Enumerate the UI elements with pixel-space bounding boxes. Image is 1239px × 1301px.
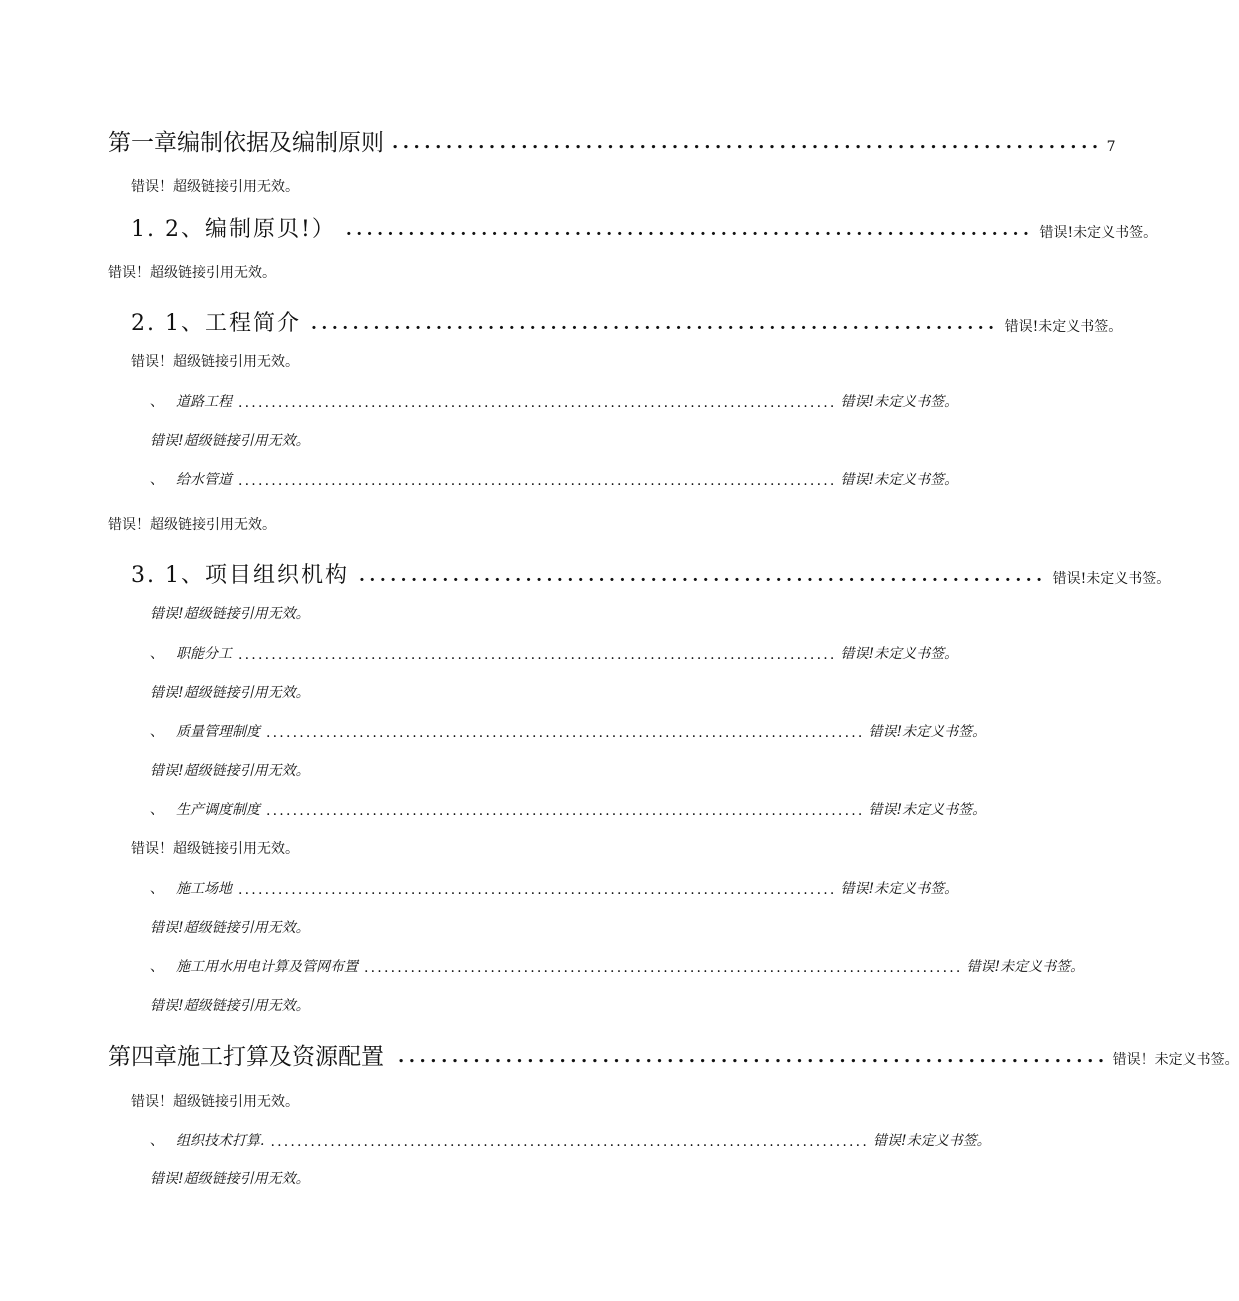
leader-dots: ..........................................................................................: [238, 473, 837, 489]
toc-mark: 、: [150, 959, 164, 975]
hyperlink-error: 错误!超级链接引用无效。: [150, 685, 310, 701]
leader-dots: ..................................................................: [310, 314, 999, 334]
toc-entry-2-1[interactable]: [131, 306, 1123, 337]
toc-mark: 、: [150, 394, 164, 410]
toc-page: 错误!未定义书签。: [868, 724, 987, 740]
toc-title: 1. 2、编制原贝!）: [131, 217, 336, 242]
toc-title: 施工用水用电计算及管网布置: [176, 959, 358, 975]
toc-page: 错误!未定义书签。: [1052, 571, 1171, 587]
toc-title: 第一章编制依据及编制原则: [108, 130, 384, 156]
toc-page: 错误!未定义书签。: [872, 1133, 991, 1149]
hyperlink-error: 错误！超级链接引用无效。: [108, 517, 276, 533]
toc-mark: 、: [150, 881, 164, 897]
toc-entry-3-1[interactable]: [131, 558, 1171, 589]
toc-page: 7: [1106, 139, 1116, 155]
toc-title: 组织技术打算.: [176, 1133, 265, 1149]
toc-page: 错误!未定义书签。: [840, 881, 959, 897]
toc-mark: 、: [150, 472, 164, 488]
toc-title: 道路工程: [176, 394, 232, 410]
toc-title: 生产调度制度: [176, 802, 260, 818]
leader-dots: ..................................................................: [392, 132, 1103, 153]
toc-title: 3. 1、项目组织机构: [131, 563, 349, 588]
hyperlink-error: 错误!超级链接引用无效。: [150, 433, 310, 449]
toc-page: 错误！未定义书签。: [1112, 1052, 1239, 1068]
toc-entry-site[interactable]: [150, 878, 959, 898]
toc-mark: 、: [150, 646, 164, 662]
hyperlink-error: 错误！超级链接引用无效。: [108, 265, 276, 281]
hyperlink-error: 错误!超级链接引用无效。: [150, 920, 310, 936]
hyperlink-error: 错误!超级链接引用无效。: [150, 606, 310, 622]
leader-dots: ..........................................................................................: [364, 960, 963, 976]
leader-dots: ..........................................................................................: [266, 725, 865, 741]
leader-dots: ..........................................................................................: [238, 647, 837, 663]
toc-mark: 、: [150, 802, 164, 818]
leader-dots: ..........................................................................................: [266, 803, 865, 819]
leader-dots: ..................................................................: [358, 566, 1047, 586]
toc-entry-road[interactable]: [150, 391, 959, 411]
leader-dots: ..................................................................: [345, 220, 1034, 240]
toc-title: 施工场地: [176, 881, 232, 897]
toc-page: 错误!未定义书签。: [1004, 319, 1123, 335]
leader-dots: ..........................................................................................: [270, 1134, 869, 1150]
toc-entry-quality[interactable]: [150, 721, 987, 741]
toc-page: 错误!未定义书签。: [1039, 225, 1158, 241]
toc-page: 错误!未定义书签。: [840, 646, 959, 662]
leader-dots: ..........................................................................................: [238, 395, 837, 411]
toc-entry-dispatch[interactable]: [150, 799, 987, 819]
toc-page: 错误!未定义书签。: [840, 394, 959, 410]
toc-title: 质量管理制度: [176, 724, 260, 740]
toc-page: 错误!未定义书签。: [840, 472, 959, 488]
toc-title: 2. 1、工程简介: [131, 311, 301, 336]
toc-entry-chapter1[interactable]: [108, 124, 1116, 157]
toc-title: 给水管道: [176, 472, 232, 488]
toc-entry-chapter4[interactable]: [108, 1038, 1239, 1071]
hyperlink-error: 错误！超级链接引用无效。: [131, 841, 299, 857]
toc-entry-utility[interactable]: [150, 956, 1085, 976]
hyperlink-error: 错误!超级链接引用无效。: [150, 763, 310, 779]
toc-mark: 、: [150, 1133, 164, 1149]
hyperlink-error: 错误!超级链接引用无效。: [150, 1171, 310, 1187]
hyperlink-error: 错误！超级链接引用无效。: [131, 179, 299, 195]
toc-entry-1-2[interactable]: [131, 212, 1158, 243]
toc-entry-tech[interactable]: [150, 1130, 991, 1150]
toc-title: 职能分工: [176, 646, 232, 662]
hyperlink-error: 错误！超级链接引用无效。: [131, 1094, 299, 1110]
toc-mark: 、: [150, 724, 164, 740]
toc-entry-water[interactable]: [150, 469, 959, 489]
toc-page: 错误!未定义书签。: [966, 959, 1085, 975]
hyperlink-error: 错误！超级链接引用无效。: [131, 354, 299, 370]
leader-dots: ..........................................................................................: [238, 882, 837, 898]
toc-entry-duty[interactable]: [150, 643, 959, 663]
leader-dots: ..................................................................: [398, 1046, 1109, 1067]
hyperlink-error: 错误!超级链接引用无效。: [150, 998, 310, 1014]
toc-page: 错误!未定义书签。: [868, 802, 987, 818]
toc-title: 第四章施工打算及资源配置: [108, 1044, 384, 1070]
